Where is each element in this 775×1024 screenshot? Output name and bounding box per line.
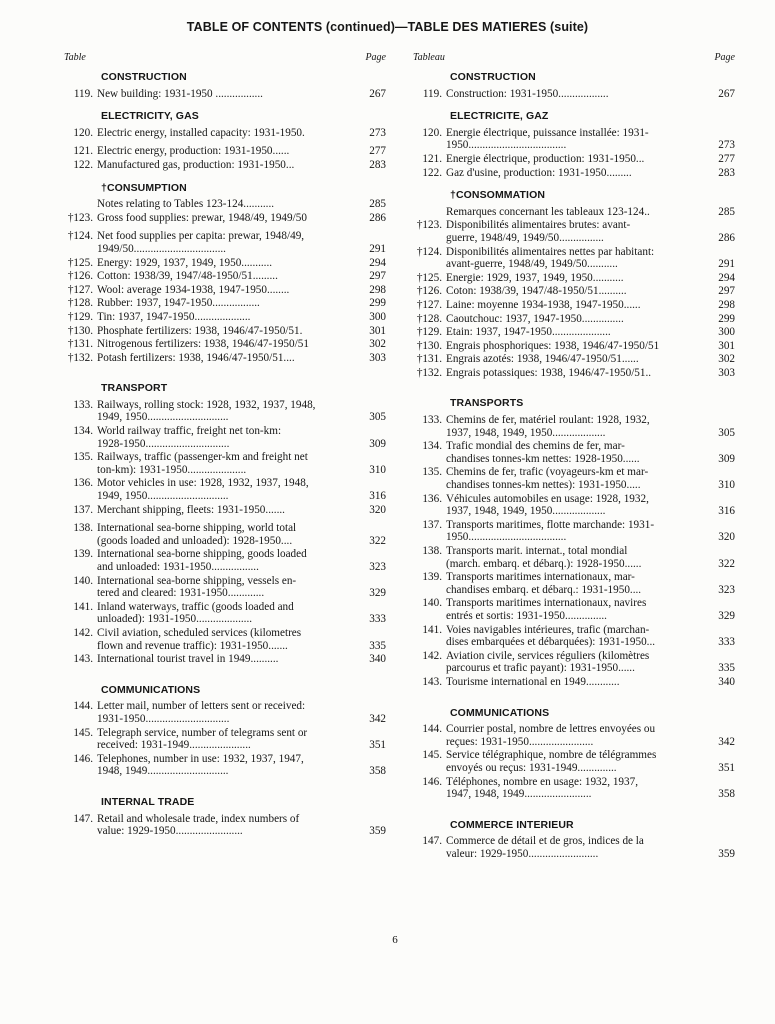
- table-number: †126.: [416, 285, 442, 298]
- toc-section: [64, 71, 386, 100]
- column-header: [413, 52, 735, 66]
- page-number-ref: 320: [369, 503, 386, 516]
- table-number: 147.: [73, 812, 93, 825]
- entry-title: Transports maritimes, flotte marchande: 1931- 1950...................................: [446, 518, 655, 544]
- toc-entry: [64, 311, 386, 324]
- table-number: †127.: [416, 298, 442, 311]
- entry-title: Tourisme international en 1949............: [446, 675, 620, 688]
- column-header-table-label: Table: [64, 52, 86, 63]
- page-number-ref: 340: [369, 653, 386, 666]
- entry-title: Transports marit. internat., total mondial (march. embarq. et débarq.): 1928-1950......: [446, 545, 642, 570]
- table-number: 133.: [422, 414, 442, 427]
- page-number-ref: 283: [369, 158, 386, 171]
- entry-title: Chemins de fer, trafic (voyageurs-km et mar- chandises tonnes-km nettes): 1931-1950.....: [446, 466, 649, 492]
- toc-entry: [413, 340, 735, 353]
- toc-entry: [413, 414, 735, 439]
- page-number-ref: 359: [369, 825, 386, 838]
- section-title: COMMUNICATIONS: [101, 683, 201, 696]
- toc-entry: [413, 88, 735, 101]
- table-number: 140.: [422, 597, 442, 610]
- section-title: †CONSUMPTION: [101, 181, 187, 194]
- page-number-ref: 333: [718, 636, 735, 649]
- table-number: †124.: [416, 245, 442, 258]
- table-number: †129.: [416, 326, 442, 339]
- toc-entry: [413, 313, 735, 326]
- page-number-ref: 305: [718, 426, 735, 439]
- toc-section: [64, 796, 386, 838]
- table-number: †132.: [416, 366, 442, 379]
- entry-title: International sea-borne shipping, vessels en- tered and cleared: 1931-1950.............: [97, 574, 297, 600]
- page-number-ref: 294: [718, 271, 735, 284]
- toc-section: [64, 110, 386, 171]
- table-number: 139.: [73, 548, 93, 561]
- toc-entry: [64, 700, 386, 725]
- table-number: †125.: [416, 271, 442, 284]
- table-number: †130.: [416, 339, 442, 352]
- table-number: 122.: [73, 158, 93, 171]
- table-number: 145.: [422, 749, 442, 762]
- column-header-page-label: Page: [365, 52, 386, 63]
- entry-title: World railway traffic, freight net ton-km: 1928-1950..............................: [97, 425, 282, 450]
- page-number-ref: 335: [369, 639, 386, 652]
- entry-title: Engrais azotés: 1938, 1946/47-1950/51......: [446, 353, 639, 366]
- toc-entry: [413, 299, 735, 312]
- table-number: †130.: [67, 324, 93, 337]
- entry-title: Merchant shipping, fleets: 1931-1950.......: [97, 503, 285, 516]
- page-number-ref: 273: [718, 139, 735, 152]
- toc-entry: [64, 653, 386, 666]
- page-number-ref: 273: [369, 126, 386, 139]
- table-number: 145.: [73, 726, 93, 739]
- entry-title: Energie électrique, production: 1931-1950...: [446, 152, 645, 165]
- entry-title: Caoutchouc: 1937, 1947-1950...............: [446, 312, 624, 325]
- table-number: 137.: [73, 503, 93, 516]
- toc-section: [413, 819, 735, 861]
- page-number-ref: 322: [718, 557, 735, 570]
- page-number-ref: 297: [369, 270, 386, 283]
- entry-title: Energy: 1929, 1937, 1949, 1950...........: [97, 256, 273, 269]
- page-number-ref: 277: [718, 152, 735, 165]
- toc-entry: [413, 835, 735, 860]
- table-number: †125.: [67, 256, 93, 269]
- entry-title: Phosphate fertilizers: 1938, 1946/47-1950/51.: [97, 324, 303, 337]
- toc-section: [413, 71, 735, 100]
- table-number: †123.: [67, 211, 93, 224]
- toc-entry: [64, 88, 386, 101]
- page-number-ref: 316: [369, 490, 386, 503]
- entry-title: International tourist travel in 1949..........: [97, 653, 279, 666]
- table-number: 120.: [422, 126, 442, 139]
- table-number: 135.: [422, 466, 442, 479]
- toc-entry: [413, 206, 735, 219]
- table-number: †129.: [67, 310, 93, 323]
- column-header: [64, 52, 386, 66]
- page-number-ref: 323: [369, 561, 386, 573]
- toc-column-french: [413, 52, 735, 861]
- page-number-ref: 329: [718, 609, 735, 622]
- entry-title: Gross food supplies: prewar, 1948/49, 1949/50: [97, 211, 307, 224]
- page-number-ref: 310: [718, 479, 735, 492]
- table-number: †131.: [67, 338, 93, 351]
- entry-title: Letter mail, number of letters sent or received: 1931-1950..............................: [97, 700, 306, 725]
- page-number-ref: 283: [718, 166, 735, 179]
- toc-entry: [64, 284, 386, 297]
- page-number-ref: 291: [369, 242, 386, 255]
- entry-title: Disponibilités alimentaires brutes: avant- guerre, 1948/49, 1949/50................: [446, 219, 631, 244]
- section-title: INTERNAL TRADE: [101, 795, 195, 808]
- entry-title: Engrais potassiques: 1938, 1946/47-1950/51..: [446, 366, 652, 379]
- toc-entry: [64, 212, 386, 225]
- toc-entry: [64, 159, 386, 172]
- entry-title: Gaz d'usine, production: 1931-1950.........: [446, 166, 632, 179]
- entry-title: Tin: 1937, 1947-1950....................: [97, 310, 251, 323]
- table-number: 119.: [422, 87, 442, 100]
- page-number-ref: 301: [369, 324, 386, 337]
- entry-title: Net food supplies per capita: prewar, 1948/49, 1949/50.................................: [97, 230, 305, 255]
- page-number-ref: 298: [369, 283, 386, 296]
- entry-title: Nitrogenous fertilizers: 1938, 1946/47-1950/51: [97, 338, 309, 351]
- entry-title: International sea-borne shipping, world total (goods loaded and unloaded): 1928-1950....: [97, 522, 297, 547]
- entry-title: Civil aviation, scheduled services (kilometres flown and revenue traffic): 1931-1950.......: [97, 626, 302, 652]
- column-header-table-label: Tableau: [413, 52, 445, 63]
- toc-entry: [413, 285, 735, 298]
- table-number: 140.: [73, 574, 93, 587]
- entry-title: Rubber: 1937, 1947-1950.................: [97, 297, 260, 310]
- toc-entry: [413, 219, 735, 244]
- toc-entry: [413, 326, 735, 339]
- page-number-ref: 322: [369, 534, 386, 547]
- table-number: 122.: [422, 166, 442, 179]
- toc-entry: [64, 257, 386, 270]
- page-number-ref: 285: [369, 198, 386, 211]
- entry-title: Courrier postal, nombre de lettres envoyées ou reçues: 1931-1950.......................: [446, 723, 656, 748]
- section-title: COMMUNICATIONS: [450, 706, 550, 719]
- toc-entry: [64, 575, 386, 600]
- toc-entry: [413, 127, 735, 152]
- toc-sections: [413, 71, 735, 860]
- entry-title: Energie électrique, puissance installée: 1931- 1950...................................: [446, 126, 649, 152]
- page-number-ref: 310: [369, 463, 386, 476]
- page-number-ref: 286: [369, 211, 386, 224]
- table-number: 139.: [422, 571, 442, 584]
- table-number: 138.: [422, 545, 442, 557]
- page-number-ref: 301: [718, 339, 735, 352]
- table-number: 134.: [422, 440, 442, 453]
- page-number-ref: 333: [369, 613, 386, 626]
- page-number-ref: 335: [718, 662, 735, 675]
- table-number: 141.: [422, 623, 442, 636]
- table-number: †128.: [67, 297, 93, 310]
- entry-title: Transports maritimes internationaux, mar- chandises embarq. et débarq.: 1931-1950....: [446, 571, 642, 596]
- page-number-ref: 323: [718, 583, 735, 596]
- entry-title: Cotton: 1938/39, 1947/48-1950/51.........: [97, 270, 278, 283]
- entry-title: Potash fertilizers: 1938, 1946/47-1950/51....: [97, 351, 295, 364]
- entry-title: Manufactured gas, production: 1931-1950...: [97, 158, 295, 171]
- section-title: ELECTRICITE, GAZ: [450, 110, 549, 123]
- toc-entry: [64, 522, 386, 547]
- entry-title: Coton: 1938/39, 1947/48-1950/51..........: [446, 285, 627, 298]
- toc-entry: [64, 198, 386, 211]
- entry-title: Motor vehicles in use: 1928, 1932, 1937, 1948, 1949, 1950.............................: [97, 477, 309, 503]
- section-title: TRANSPORT: [101, 382, 168, 395]
- table-number: †131.: [416, 353, 442, 366]
- entry-title: Retail and wholesale trade, index numbers of value: 1929-1950........................: [97, 812, 300, 838]
- table-number: 144.: [73, 700, 93, 713]
- page-number-ref: 320: [718, 531, 735, 544]
- table-number: †127.: [67, 283, 93, 296]
- table-number: 136.: [422, 492, 442, 505]
- toc-entry: [413, 246, 735, 271]
- toc-entry: [413, 493, 735, 518]
- page-number-ref: 267: [718, 87, 735, 100]
- entry-title: Inland waterways, traffic (goods loaded and unloaded): 1931-1950....................: [97, 600, 294, 626]
- page-number-ref: 303: [369, 351, 386, 364]
- table-number: 142.: [422, 649, 442, 662]
- entry-title: New building: 1931-1950 .................: [97, 87, 263, 100]
- page-number-ref: 358: [718, 788, 735, 801]
- table-number: 137.: [422, 518, 442, 531]
- entry-title: Commerce de détail et de gros, indices de la valeur: 1929-1950.........................: [446, 835, 644, 860]
- toc-section: [64, 382, 386, 665]
- toc-section: [413, 397, 735, 688]
- page-number-ref: 302: [369, 338, 386, 351]
- entry-title: Trafic mondial des chemins de fer, mar- chandises tonnes-km nettes: 1928-1950......: [446, 440, 640, 465]
- page-number: 6: [392, 934, 398, 946]
- toc-entry: [64, 477, 386, 502]
- entry-title: International sea-borne shipping, goods loaded and unloaded: 1931-1950.................: [97, 548, 307, 573]
- entry-title: Remarques concernant les tableaux 123-124..: [446, 205, 650, 218]
- entry-title: Voies navigables intérieures, trafic (marchan- dises embarquées et débarquées): 1931-1950...: [446, 623, 656, 649]
- entry-title: Construction: 1931-1950..................: [446, 87, 609, 100]
- table-number: †124.: [67, 230, 93, 243]
- table-number: 121.: [73, 145, 93, 158]
- entry-title: Chemins de fer, matériel roulant: 1928, 1932, 1937, 1948, 1949, 1950...................: [446, 414, 650, 439]
- page-number-ref: 298: [718, 298, 735, 311]
- table-number: 143.: [422, 675, 442, 688]
- entry-title: Disponibilités alimentaires nettes par habitant: avant-guerre, 1948/49, 1949/50...........: [446, 245, 655, 271]
- toc-entry: [413, 597, 735, 622]
- table-number: 119.: [73, 87, 93, 100]
- entry-title: Téléphones, nombre en usage: 1932, 1937, 1947, 1948, 1949........................: [446, 775, 639, 801]
- page-number-ref: 297: [718, 285, 735, 298]
- toc-entry: [64, 338, 386, 351]
- toc-section: [413, 110, 735, 179]
- toc-entry: [413, 353, 735, 366]
- page-number-ref: 267: [369, 87, 386, 100]
- column-header-page-label: Page: [714, 52, 735, 63]
- table-number: 121.: [422, 152, 442, 165]
- toc-entry: [64, 270, 386, 283]
- entry-title: Laine: moyenne 1934-1938, 1947-1950......: [446, 298, 641, 311]
- toc-entry: [413, 519, 735, 544]
- table-number: 146.: [73, 752, 93, 765]
- entry-title: Service télégraphique, nombre de télégrammes envoyés ou reçus: 1931-1949..............: [446, 749, 657, 774]
- toc-section: [413, 707, 735, 801]
- table-number: 146.: [422, 775, 442, 788]
- toc-entry: [64, 325, 386, 338]
- toc-entry: [413, 776, 735, 801]
- page-number-ref: 309: [369, 437, 386, 450]
- entry-title: Railways, rolling stock: 1928, 1932, 1937, 1948, 1949, 1950.............................: [97, 398, 316, 424]
- page-number-ref: 305: [369, 411, 386, 424]
- entry-title: Telephones, number in use: 1932, 1937, 1947, 1948, 1949.............................: [97, 752, 304, 778]
- page-number-ref: 286: [718, 231, 735, 244]
- toc-entry: [413, 272, 735, 285]
- page-number-ref: 299: [718, 312, 735, 325]
- table-number: 135.: [73, 451, 93, 464]
- entry-title: Notes relating to Tables 123-124...........: [97, 198, 275, 211]
- table-number: 141.: [73, 600, 93, 613]
- table-number: 142.: [73, 626, 93, 639]
- toc-entry: [413, 440, 735, 465]
- section-title: †CONSOMMATION: [450, 189, 546, 202]
- entry-title: Véhicules automobiles en usage: 1928, 1932, 1937, 1948, 1949, 1950...................: [446, 492, 649, 518]
- page-number-ref: 291: [718, 258, 735, 271]
- page-number-ref: 302: [718, 353, 735, 366]
- toc-entry: [64, 297, 386, 310]
- page-number-ref: 351: [718, 761, 735, 774]
- toc-entry: [413, 153, 735, 166]
- page-number-ref: 351: [369, 739, 386, 752]
- entry-title: Railways, traffic (passenger-km and freight net ton-km): 1931-1950.....................: [97, 451, 308, 476]
- toc-entry: [64, 627, 386, 652]
- toc-entry: [413, 676, 735, 689]
- table-number: 144.: [422, 723, 442, 736]
- table-number: 147.: [422, 835, 442, 848]
- entry-title: Electric energy, installed capacity: 1931-1950.: [97, 126, 305, 139]
- page-number-ref: 329: [369, 587, 386, 600]
- toc-entry: [64, 451, 386, 476]
- entry-title: Transports maritimes internationaux, navires entrés et sortis: 1931-1950...............: [446, 597, 647, 622]
- page-number-ref: 316: [718, 505, 735, 518]
- table-number: 134.: [73, 425, 93, 438]
- toc-section: [64, 182, 386, 365]
- toc-entry: [64, 399, 386, 424]
- page-number-ref: 277: [369, 145, 386, 158]
- toc-entry: [64, 813, 386, 838]
- table-number: 120.: [73, 126, 93, 139]
- page-number-ref: 340: [718, 675, 735, 688]
- toc-entry: [413, 650, 735, 675]
- toc-sections: [64, 71, 386, 838]
- entry-title: Electric energy, production: 1931-1950......: [97, 145, 290, 158]
- section-title: CONSTRUCTION: [450, 71, 536, 83]
- toc-entry: [413, 545, 735, 570]
- entry-title: Aviation civile, services réguliers (kilomètres parcourus et trafic payant): 1931-1950......: [446, 649, 650, 675]
- toc-entry: [413, 367, 735, 380]
- page-number-ref: 299: [369, 297, 386, 310]
- toc-entry: [413, 749, 735, 774]
- page-number-ref: 285: [718, 205, 735, 218]
- toc-entry: [64, 753, 386, 778]
- page-title: TABLE OF CONTENTS (continued)—TABLE DES MATIERES (suite): [186, 20, 589, 34]
- page-number-ref: 342: [369, 712, 386, 725]
- page-number-ref: 300: [369, 310, 386, 323]
- entry-title: Energie: 1929, 1937, 1949, 1950...........: [446, 271, 624, 284]
- page-number-ref: 303: [718, 366, 735, 379]
- section-title: TRANSPORTS: [450, 397, 524, 410]
- page-number-ref: 342: [718, 735, 735, 748]
- toc-entry: [413, 466, 735, 491]
- toc-entry: [64, 548, 386, 573]
- entry-title: Telegraph service, number of telegrams sent or received: 1931-1949......................: [97, 726, 308, 752]
- toc-entry: [413, 167, 735, 180]
- toc-entry: [413, 723, 735, 748]
- toc-entry: [64, 127, 386, 140]
- entry-title: Etain: 1937, 1947-1950.....................: [446, 326, 611, 339]
- toc-entry: [64, 425, 386, 450]
- toc-column-english: [64, 52, 386, 839]
- toc-entry: [64, 727, 386, 752]
- table-number: †132.: [67, 351, 93, 364]
- table-number: †128.: [416, 312, 442, 325]
- table-number: 136.: [73, 477, 93, 490]
- page-number-ref: 359: [718, 847, 735, 860]
- toc-entry: [413, 571, 735, 596]
- section-title: CONSTRUCTION: [101, 71, 187, 83]
- section-title: ELECTRICITY, GAS: [101, 110, 199, 123]
- toc-entry: [64, 230, 386, 255]
- table-number: 138.: [73, 522, 93, 535]
- page-number-ref: 300: [718, 326, 735, 339]
- toc-entry: [64, 601, 386, 626]
- table-number: †126.: [67, 270, 93, 283]
- page-number-ref: 358: [369, 765, 386, 778]
- page-number-ref: 309: [718, 452, 735, 465]
- section-title: COMMERCE INTERIEUR: [450, 818, 574, 831]
- toc-entry: [64, 352, 386, 365]
- entry-title: Wool: average 1934-1938, 1947-1950........: [97, 283, 290, 296]
- entry-title: Engrais phosphoriques: 1938, 1946/47-1950/51: [446, 339, 660, 352]
- toc-entry: [413, 624, 735, 649]
- toc-section: [413, 189, 735, 379]
- table-number: †123.: [416, 219, 442, 232]
- table-number: 133.: [73, 398, 93, 411]
- toc-section: [64, 684, 386, 778]
- toc-entry: [64, 145, 386, 158]
- page-number-ref: 294: [369, 256, 386, 269]
- table-number: 143.: [73, 653, 93, 666]
- toc-entry: [64, 504, 386, 517]
